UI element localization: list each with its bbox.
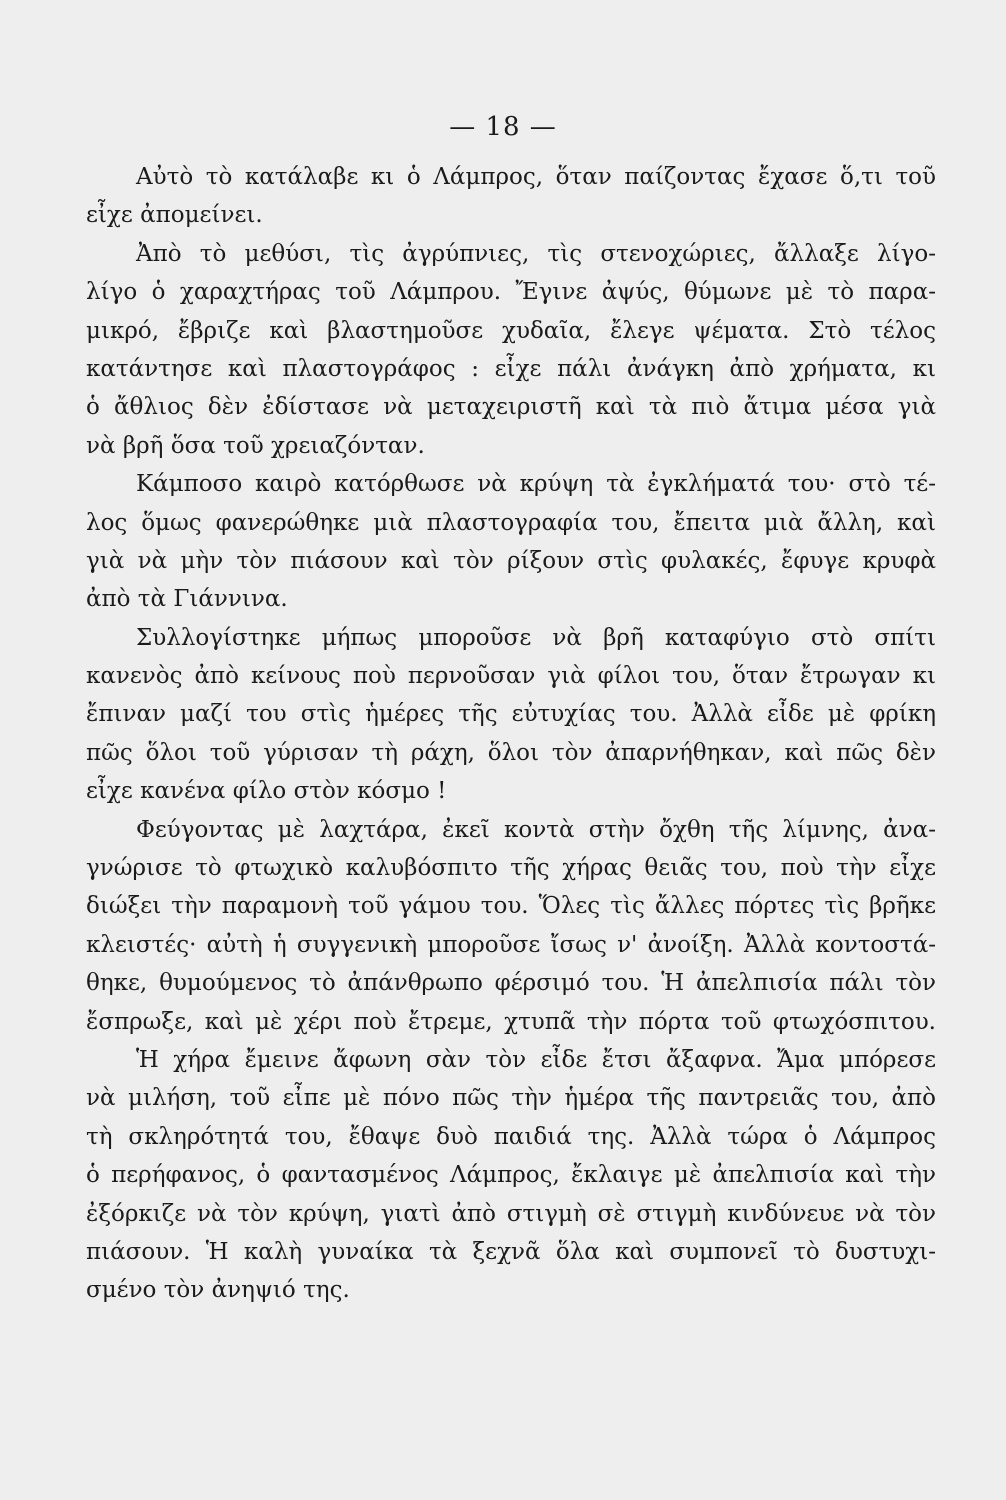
text-line: Ἀπὸ τὸ μεθύσι, τὶς ἀγρύπνιες, τὶς στενοχώριες, ἄλλαξε λίγο- <box>136 240 936 267</box>
text-line: θηκε, θυμούμενος τὸ ἀπάνθρωπο φέρσιμό του. Ἡ ἀπελπισία πάλι τὸν <box>86 970 936 997</box>
text-line: νὰ βρῆ ὅσα τοῦ χρειαζόνταν. <box>86 432 425 459</box>
text-line: Φεύγοντας μὲ λαχτάρα, ἐκεῖ κοντὰ στὴν ὄχθη τῆς λίμνης, ἀνα- <box>136 816 936 843</box>
text-line: γιὰ νὰ μὴν τὸν πιάσουν καὶ τὸν ρίξουν στὶς φυλακές, ἔφυγε κρυφὰ <box>86 547 936 574</box>
text-line: μικρό, ἔβριζε καὶ βλαστημοῦσε χυδαῖα, ἔλεγε ψέματα. Στὸ τέλος <box>86 317 936 344</box>
text-line: τὴ σκληρότητά του, ἔθαψε δυὸ παιδιά της. Ἀλλὰ τώρα ὁ Λάμπρος <box>86 1123 936 1150</box>
text-line: ἔπιναν μαζί του στὶς ἡμέρες τῆς εὐτυχίας του. Ἀλλὰ εἶδε μὲ φρίκη <box>86 701 936 728</box>
text-line: Συλλογίστηκε μήπως μποροῦσε νὰ βρῆ καταφύγιο στὸ σπίτι <box>136 624 936 651</box>
text-line: εἶχε ἀπομείνει. <box>86 202 263 229</box>
text-line: σμένο τὸν ἀνηψιό της. <box>86 1277 350 1304</box>
page-number: — 18 — <box>449 112 557 142</box>
text-line: ὁ περήφανος, ὁ φαντασμένος Λάμπρος, ἔκλαιγε μὲ ἀπελπισία καὶ τὴν <box>86 1162 936 1189</box>
text-line: Ἡ χήρα ἔμεινε ἄφωνη σὰν τὸν εἶδε ἔτσι ἄξαφνα. Ἄμα μπόρεσε <box>136 1046 936 1073</box>
text-line: εἶχε κανένα φίλο στὸν κόσμο ! <box>86 778 447 805</box>
text-line: διώξει τὴν παραμονὴ τοῦ γάμου του. Ὅλες τὶς ἄλλες πόρτες τὶς βρῆκε <box>86 893 936 920</box>
text-line: κλειστές· αὐτὴ ἡ συγγενικὴ μποροῦσε ἴσως ν' ἀνοίξη. Ἀλλὰ κοντοστά- <box>86 931 936 958</box>
text-line: κατάντησε καὶ πλαστογράφος : εἶχε πάλι ἀνάγκη ἀπὸ χρήματα, κι <box>86 355 936 382</box>
text-line: ὁ ἄθλιος δὲν ἐδίστασε νὰ μεταχειριστῆ καὶ τὰ πιὸ ἄτιμα μέσα γιὰ <box>86 394 936 421</box>
text-line: Κάμποσο καιρὸ κατόρθωσε νὰ κρύψη τὰ ἐγκλήματά του· στὸ τέ- <box>136 471 936 498</box>
text-line: ἔσπρωξε, καὶ μὲ χέρι ποὺ ἔτρεμε, χτυπᾶ τὴν πόρτα τοῦ φτωχόσπιτου. <box>86 1008 936 1035</box>
text-line: ἀπὸ τὰ Γιάννινα. <box>86 586 288 613</box>
text-line: Αὐτὸ τὸ κατάλαβε κι ὁ Λάμπρος, ὅταν παίζοντας ἔχασε ὅ,τι τοῦ <box>136 164 936 190</box>
text-line: γνώρισε τὸ φτωχικὸ καλυβόσπιτο τῆς χήρας θειᾶς του, ποὺ τὴν εἶχε <box>86 855 936 882</box>
text-line: λος ὅμως φανερώθηκε μιὰ πλαστογραφία του, ἔπειτα μιὰ ἄλλη, καὶ <box>86 509 936 536</box>
text-line: πιάσουν. Ἡ καλὴ γυναίκα τὰ ξεχνᾶ ὅλα καὶ συμπονεῖ τὸ δυστυχι- <box>86 1238 936 1265</box>
text-line: ἐξόρκιζε νὰ τὸν κρύψη, γιατὶ ἀπὸ στιγμὴ σὲ στιγμὴ κινδύνευε νὰ τὸν <box>86 1200 936 1227</box>
text-line: νὰ μιλήση, τοῦ εἶπε μὲ πόνο πῶς τὴν ἡμέρα τῆς παντρειᾶς του, ἀπὸ <box>86 1085 936 1112</box>
text-line: κανενὸς ἀπὸ κείνους ποὺ περνοῦσαν γιὰ φίλοι του, ὅταν ἔτρωγαν κι <box>86 663 936 690</box>
text-line: πῶς ὅλοι τοῦ γύρισαν τὴ ράχη, ὅλοι τὸν ἀπαρνήθηκαν, καὶ πῶς δὲν <box>86 739 936 766</box>
text-line: λίγο ὁ χαραχτήρας τοῦ Λάμπρου. Ἔγινε ἀψύς, θύμωνε μὲ τὸ παρα- <box>86 279 936 306</box>
body-text <box>86 158 936 1310</box>
